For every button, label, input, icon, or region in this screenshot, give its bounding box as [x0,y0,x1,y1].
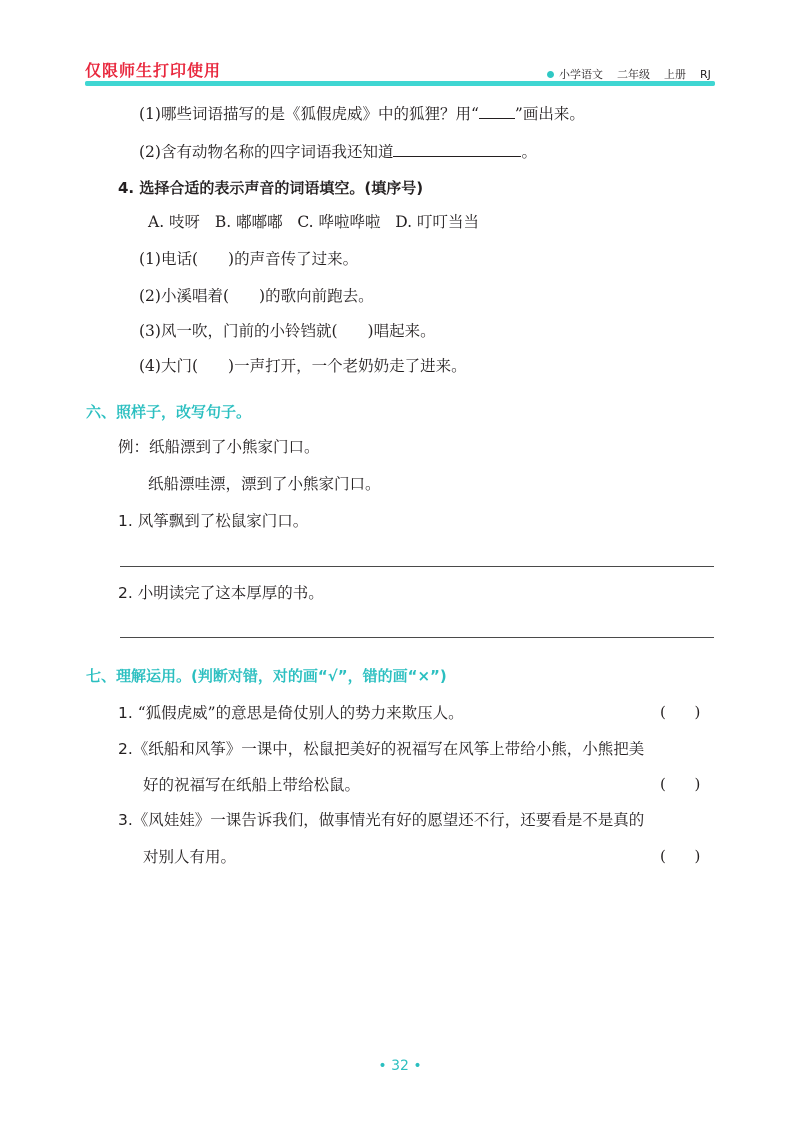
top-item-2-tail: 。 [521,143,537,161]
question-text: 风筝飘到了松鼠家门口。 [137,512,309,530]
judge-box-1[interactable]: ( ) [660,703,701,721]
volume-label: 上册 [664,68,686,81]
q4-item-1-text: (1)电话( [139,250,199,268]
q4-options: A. 吱呀 B. 嘟嘟嘟 C. 哗啦哗啦 D. 叮叮当当 [148,213,480,231]
top-item-2-text: (2)含有动物名称的四字词语我还知道 [139,143,394,161]
top-item-1-tail: ”画出来。 [514,105,585,123]
bullet-dot-icon [547,71,554,78]
answer-line-1[interactable] [120,566,714,567]
q4-item-2-text: (2)小溪唱着( [139,287,230,305]
question-number: 1. [118,512,133,530]
question-number: 2. [118,740,133,758]
answer-line-2[interactable] [120,637,714,638]
top-item-1 [139,104,585,124]
header-divider [85,81,715,86]
question-text: “狐假虎威”的意思是倚仗别人的势力来欺压人。 [137,704,464,722]
edition-label: RJ [700,67,711,81]
q4-item-4-tail: )一声打开，一个老奶奶走了进来。 [228,357,467,375]
underline-sample [479,104,515,119]
question-number: 1. [118,704,133,722]
q4-item-3-tail: )唱起来。 [367,322,436,340]
question-number: 3. [118,811,133,829]
section-7-question-3-cont: 对别人有用。 [143,848,237,866]
section-6-example-1: 例：纸船漂到了小熊家门口。 [118,438,320,456]
section-7-question-2 [118,739,644,759]
judge-box-2[interactable]: ( ) [660,775,701,793]
question-text: 小明读完了这本厚厚的书。 [137,584,324,602]
top-item-1-text: (1)哪些词语描写的是《狐假虎威》中的狐狸？用“ [139,105,479,123]
q4-item-4 [139,356,467,376]
section-7-question-1 [118,703,464,723]
print-notice-title: 仅限师生打印使用 [85,61,222,80]
question-text: 《纸船和风筝》一课中，松鼠把美好的祝福写在风筝上带给小熊，小熊把美 [132,740,645,758]
grade-label: 二年级 [617,68,650,81]
book-info [547,66,711,82]
section-6-heading: 六、照样子，改写句子。 [86,403,252,421]
section-7-question-3 [118,810,644,830]
q4-item-2-tail: )的歌向前跑去。 [259,287,374,305]
q4-item-4-text: (4)大门( [139,357,199,375]
q4-item-3 [139,321,436,341]
section-7-heading: 七、理解运用。(判断对错，对的画“√”，错的画“×”) [86,667,447,685]
section-7-question-2-cont: 好的祝福写在纸船上带给松鼠。 [143,776,361,794]
section-6-question-2 [118,583,324,603]
fill-blank[interactable] [393,142,521,157]
q4-item-1-tail: )的声音传了过来。 [228,250,359,268]
subject-label: 小学语文 [559,68,603,81]
question-number: 2. [118,584,133,602]
top-item-2 [139,142,537,162]
q4-heading: 4. 选择合适的表示声音的词语填空。(填序号) [118,179,424,197]
section-6-example-2: 纸船漂哇漂，漂到了小熊家门口。 [148,475,381,493]
q4-item-2 [139,286,374,306]
question-text: 《风娃娃》一课告诉我们，做事情光有好的愿望还不行，还要看是不是真的 [132,811,645,829]
q4-item-3-text: (3)风一吹，门前的小铃铛就( [139,322,338,340]
q4-item-1 [139,249,358,269]
section-6-question-1 [118,511,308,531]
judge-box-3[interactable]: ( ) [660,847,701,865]
page-number: • 32 • [378,1058,422,1074]
